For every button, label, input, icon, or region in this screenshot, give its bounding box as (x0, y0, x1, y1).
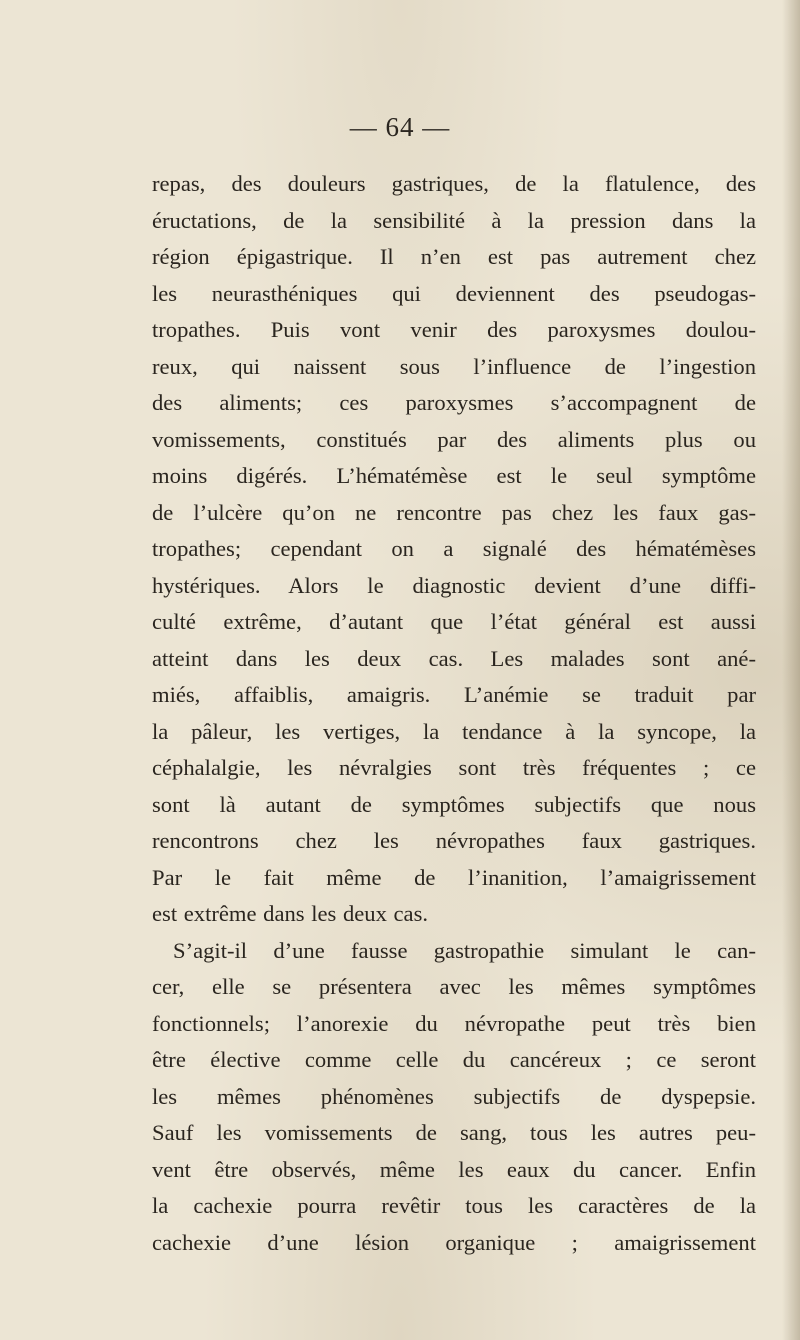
page-edge-shadow (782, 0, 800, 1340)
text-line: la pâleur, les vertiges, la tendance à la syncope, la (152, 718, 756, 744)
text-line: hystériques. Alors le diagnostic devient d’une diffi- (152, 572, 756, 598)
text-line: reux, qui naissent sous l’influence de l’ingestion (152, 353, 756, 379)
text-line: tropathes. Puis vont venir des paroxysmes doulou- (152, 317, 756, 342)
paragraph-start-line: S’agit-il d’une fausse gastropathie simulant le can- (173, 937, 756, 963)
text-line: fonctionnels; l’anorexie du névropathe peut très bien (152, 1010, 756, 1036)
text-line: moins digérés. L’hématémèse est le seul symptôme (152, 463, 756, 488)
text-line: être élective comme celle du cancéreux ; ce seront (152, 1047, 756, 1072)
text-line: des aliments; ces paroxysmes s’accompagnent de (152, 390, 756, 415)
paragraph-end-line: est extrême dans les deux cas. (152, 901, 429, 926)
text-line: éructations, de la sensibilité à la pression dans la (152, 207, 756, 233)
body-text (152, 166, 756, 1261)
text-line: culté extrême, d’autant que l’état général est aussi (152, 609, 756, 634)
text-line: vent être observés, même les eaux du cancer. Enfin (152, 1156, 756, 1182)
text-line: miés, affaiblis, amaigris. L’anémie se traduit par (152, 682, 756, 707)
page-number: — 64 — (349, 112, 451, 142)
text-line: cachexie d’une lésion organique ; amaigrissement (152, 1229, 756, 1255)
text-line: atteint dans les deux cas. Les malades sont ané- (152, 645, 756, 671)
text-line: rencontrons chez les névropathes faux gastriques. (152, 828, 756, 853)
text-line: tropathes; cependant on a signalé des hématémèses (152, 536, 756, 561)
text-line: de l’ulcère qu’on ne rencontre pas chez les faux gas- (152, 499, 756, 525)
text-line: céphalalgie, les névralgies sont très fréquentes ; ce (152, 755, 756, 780)
text-line: sont là autant de symptômes subjectifs que nous (152, 791, 756, 817)
text-line: Par le fait même de l’inanition, l’amaigrissement (152, 864, 756, 890)
text-line: les mêmes phénomènes subjectifs de dyspepsie. (152, 1083, 756, 1109)
text-line: repas, des douleurs gastriques, de la flatulence, des (152, 171, 756, 196)
text-line: vomissements, constitués par des aliments plus ou (152, 426, 756, 452)
text-line: région épigastrique. Il n’en est pas autrement chez (152, 244, 756, 269)
text-line: cer, elle se présentera avec les mêmes symptômes (152, 974, 756, 999)
text-line: Sauf les vomissements de sang, tous les autres peu- (152, 1120, 756, 1145)
text-line: les neurasthéniques qui deviennent des pseudogas- (152, 280, 756, 306)
text-line: la cachexie pourra revêtir tous les caractères de la (152, 1193, 756, 1218)
